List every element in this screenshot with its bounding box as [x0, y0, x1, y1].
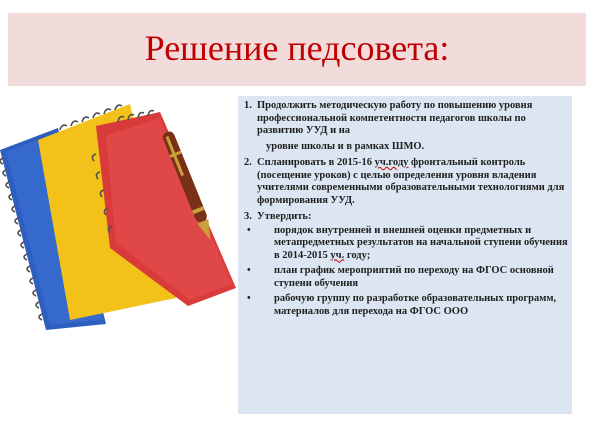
item-text-start: Спланировать в 2015-16 — [257, 157, 375, 168]
spellcheck-marked-word: уч.году — [374, 157, 409, 168]
bullet-text-end: году; — [344, 249, 371, 261]
item-text-end: фронтальный контроль (посещение уроков) с целью определения уровня владения учителями современными образовательными технологиями для формирования УУД. — [257, 157, 565, 206]
bullet-text: план график мероприятий по переходу на ФГОС основной ступени обучения — [274, 265, 554, 289]
decision-item-1-continuation: уровне школы и в рамках ШМО. — [266, 140, 425, 152]
approval-list-item — [244, 265, 568, 290]
item-text: Продолжить методическую работу по повышению уровня профессиональной компетентности педагогов школы по развитию УУД и на — [257, 100, 533, 136]
decision-item-3 — [244, 211, 568, 224]
title-band — [8, 13, 586, 86]
item-text: Утвердить: — [257, 211, 312, 222]
bullet-text-start: порядок внутренней и внешней оценки предметных и метапредметных результатов на начальной ступени обучения в 2014-2015 — [274, 224, 568, 261]
bullet-marker: • — [247, 293, 251, 304]
item-number: 3. — [244, 211, 252, 222]
decision-item-2 — [244, 157, 568, 207]
decision-content — [244, 100, 568, 318]
approval-list-item — [244, 293, 568, 318]
bullet-marker: • — [247, 265, 251, 276]
item-number: 1. — [244, 100, 252, 111]
bullet-text: рабочую группу по разработке образовательных программ, материалов для перехода на ФГОС ООО — [274, 293, 557, 317]
approval-list-item — [244, 225, 568, 263]
item-number: 2. — [244, 157, 252, 168]
approval-list — [244, 225, 568, 319]
spellcheck-marked-word: уч. — [330, 249, 345, 261]
decision-item-1 — [244, 100, 568, 138]
slide-title: Решение педсовета: — [144, 28, 450, 68]
bullet-marker: • — [247, 224, 251, 236]
notebooks-and-pen-icon — [0, 92, 248, 340]
